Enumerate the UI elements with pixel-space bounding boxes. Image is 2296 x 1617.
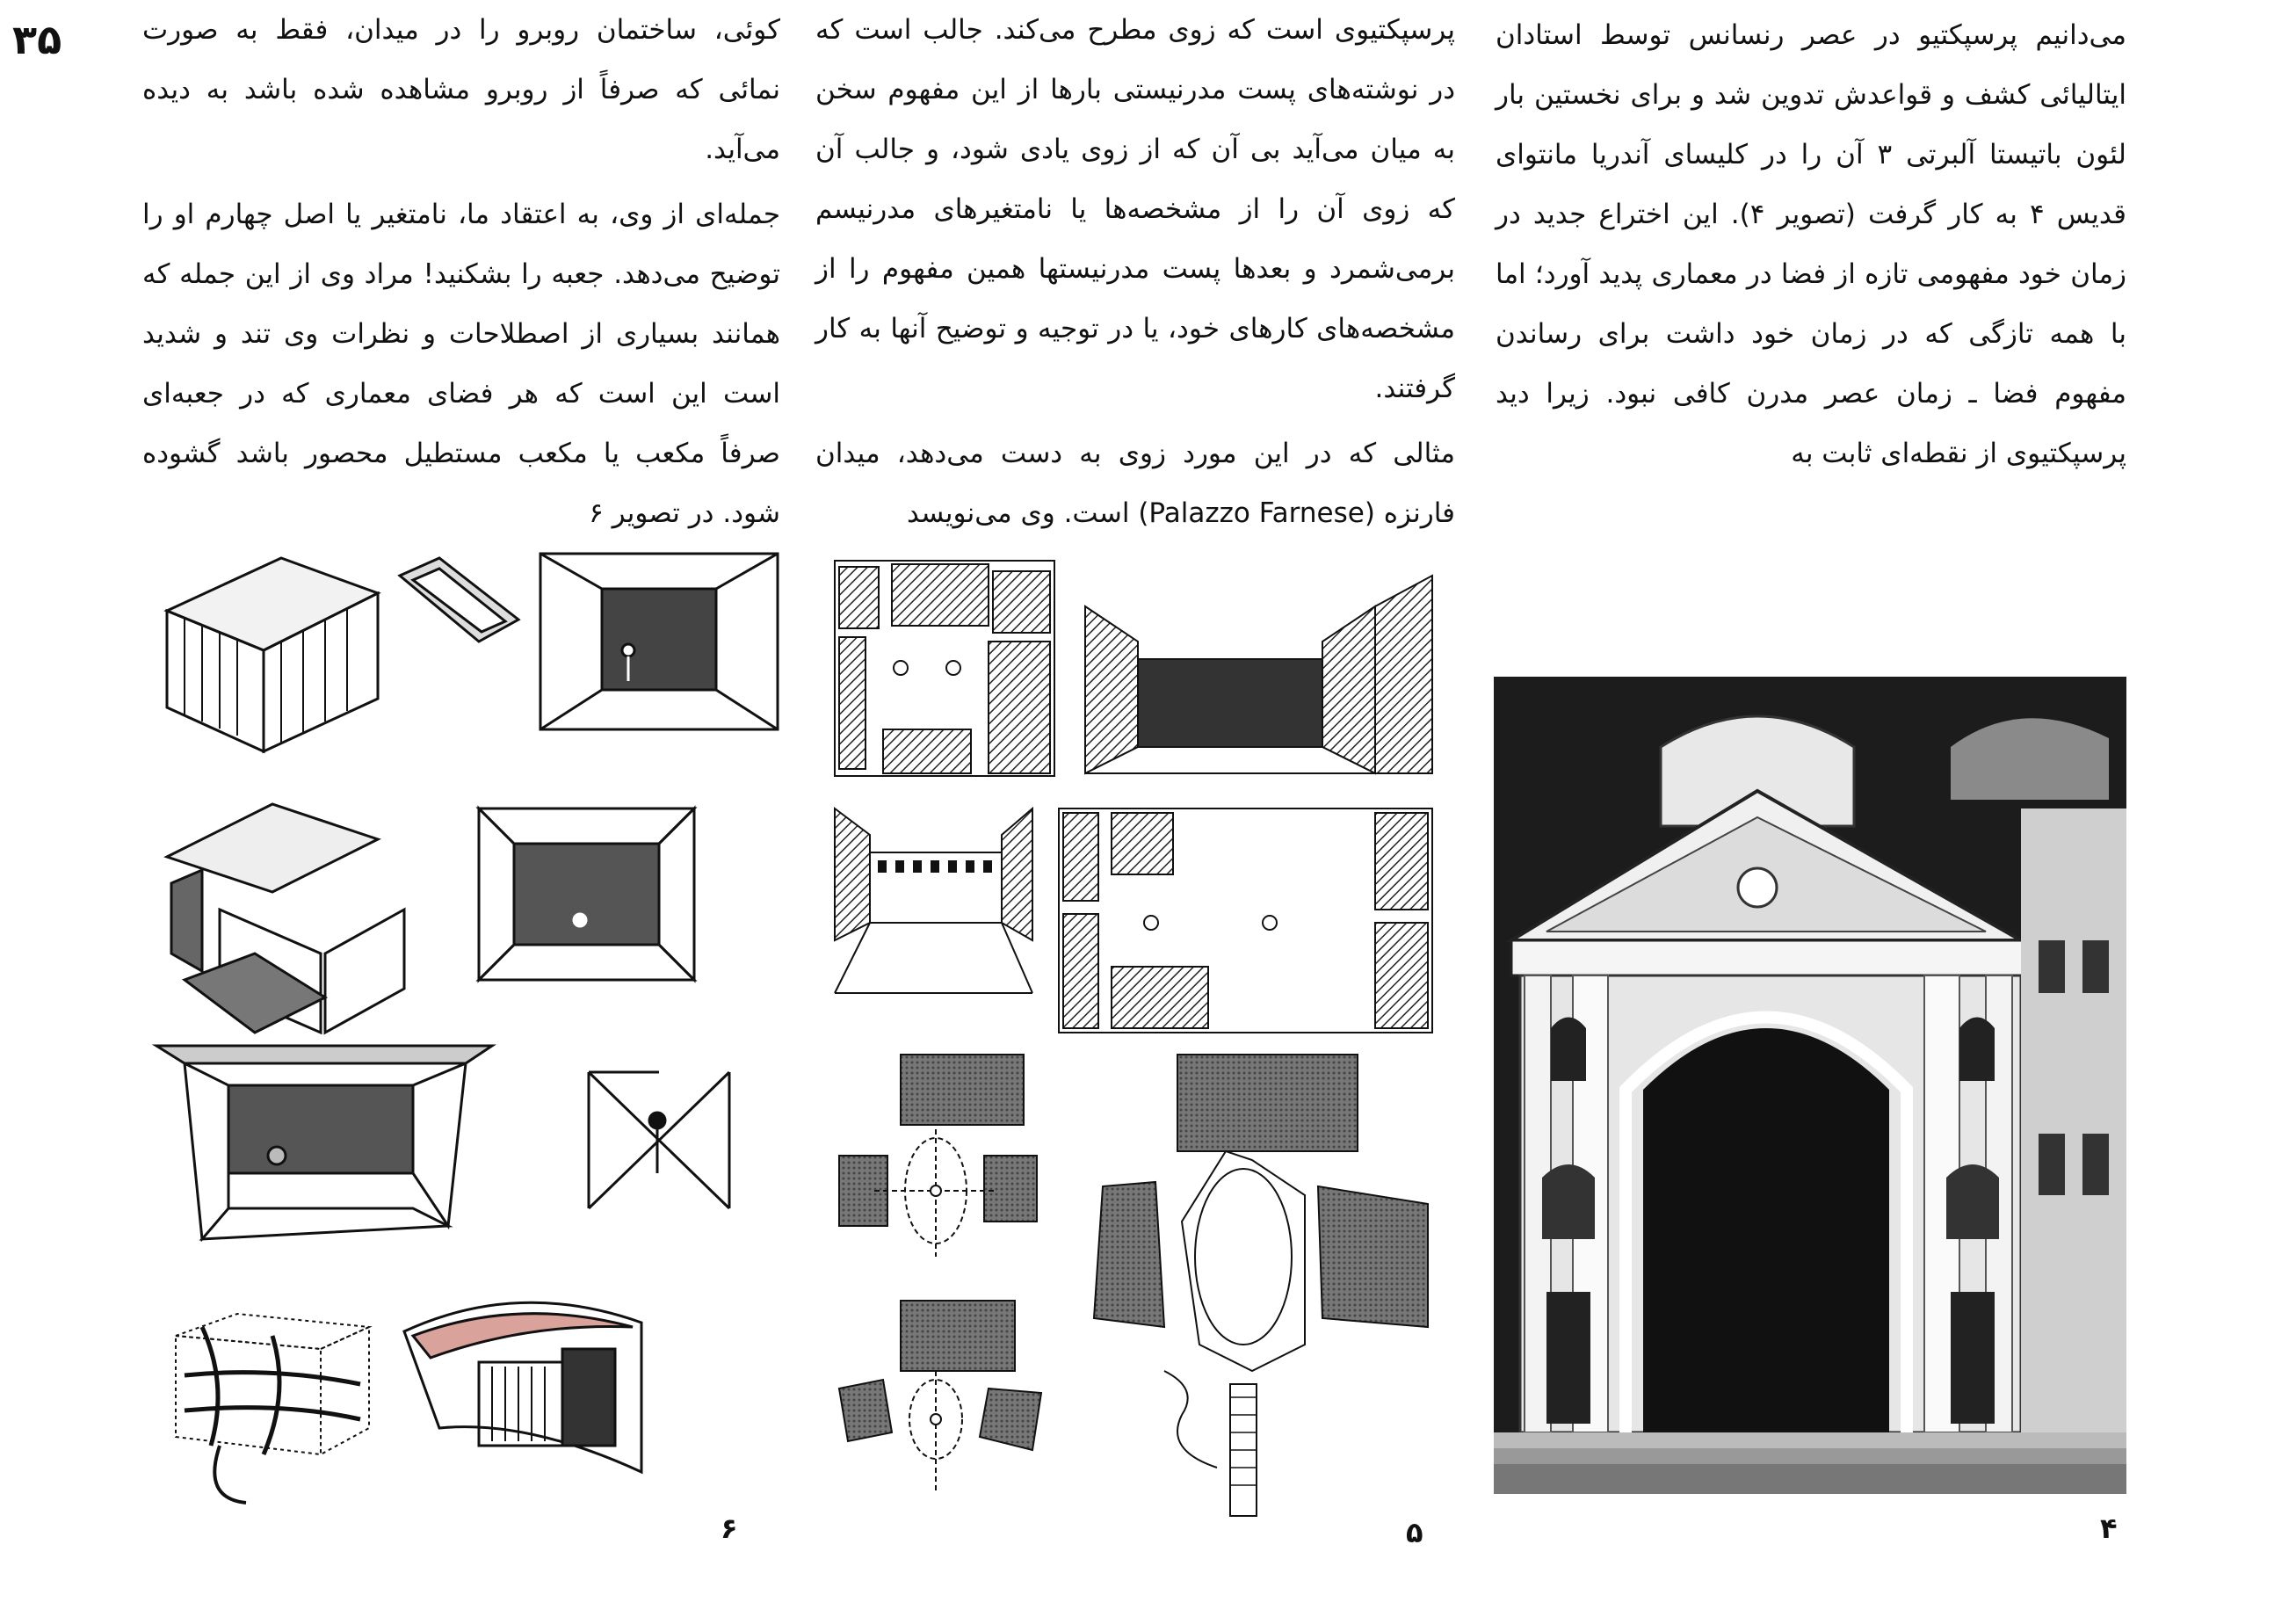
- exploded-box-sketch: [167, 804, 404, 1033]
- perspective-room-sketch-2: [479, 808, 694, 980]
- figure-4-caption: ۴: [2100, 1512, 2118, 1545]
- piazza-plan-oval-1: [839, 1055, 1037, 1257]
- figure-5-illustration: [830, 554, 1437, 1520]
- figure-6-illustration: [149, 540, 782, 1516]
- page-number: ۳۵: [12, 16, 62, 63]
- figure-6-caption: ۶: [721, 1512, 738, 1545]
- perspective-room-sketch-1: [540, 554, 778, 729]
- tied-box-sketch: [176, 1314, 369, 1503]
- arrows-diagram: [589, 1072, 729, 1208]
- piazza-plan-large: [1094, 1055, 1428, 1516]
- piazza-plan-oval-2: [839, 1301, 1041, 1494]
- figure-6-box-sketches: [149, 540, 782, 1516]
- open-tray-sketch: [400, 558, 518, 642]
- farnese-perspective-middle: [835, 808, 1032, 993]
- paragraph: جمله‌ای از وی، به اعتقاد ما، نامتغیر یا اصل چهارم او را توضیح می‌دهد. جعبه را بشکنید! مراد وی از این جمله که همانند بسیاری از اصطلاحات و نظرات وی تند و شدید است این است که هر فضای معماری که در جعبه‌ای صرفاً مکعب یا مکعب مستطیل محصور باشد گشوده شود. در تصویر ۶: [142, 199, 780, 529]
- farnese-perspective-top: [1085, 576, 1432, 773]
- open-room-sketch: [156, 1046, 492, 1239]
- text-column-right: [1496, 5, 2126, 489]
- square-plan-top: [835, 561, 1054, 776]
- paragraph: می‌دانیم پرسپکتیو در عصر رنسانس توسط استادان ایتالیائی کشف و قواعدش تدوین شد و برای نخستین بار لئون باتیستا آلبرتی ۳ آن را در کلیسای آندریا مانتوای قدیس ۴ به کار گرفت (تصویر ۴). این اختراع جدید در زمان خود مفهومی تازه از فضا در معماری پدید آورد؛ اما با همه تازگی که در زمان خود داشت برای رساندن مفهوم فضا ـ زمان عصر مدرن کافی نبود. زیرا دید پرسپکتیوی از نقطه‌ای ثابت به: [1496, 19, 2126, 469]
- closed-box-sketch: [167, 558, 378, 751]
- figure-5-caption: ۵: [1406, 1516, 1423, 1549]
- paragraph: کوئی، ساختمان روبرو را در میدان، فقط به صورت نمائی که صرفاً از روبرو مشاهده شده باشد به دیده می‌آید.: [142, 14, 780, 165]
- square-plan-middle: [1059, 808, 1432, 1033]
- figure-4-church-facade: [1494, 677, 2126, 1494]
- curved-space-sketch: [404, 1302, 641, 1472]
- paragraph: مثالی که در این مورد زوی به دست می‌دهد، میدان فارنزه (Palazzo Farnese) است. وی می‌نویسد: [815, 438, 1455, 529]
- paragraph: پرسپکتیوی است که زوی مطرح می‌کند. جالب است که در نوشته‌های پست مدرنیستی بارها از این مفهوم سخن به میان می‌آید بی آن که از زوی یادی شود، و جالب آن که زوی آن را از مشخصه‌ها یا نامتغیرهای مدرنیسم برمی‌شمرد و بعدها پست مدرنیستها همین مفهوم را از مشخصه‌های کارهای خود، یا در توجیه و توضیح آنها به کار گرفتند.: [815, 14, 1455, 404]
- text-column-left: [142, 0, 780, 548]
- text-column-middle: [815, 0, 1455, 548]
- figure-4-illustration: [1494, 677, 2126, 1494]
- figure-5-farnese-sketches: [830, 554, 1437, 1520]
